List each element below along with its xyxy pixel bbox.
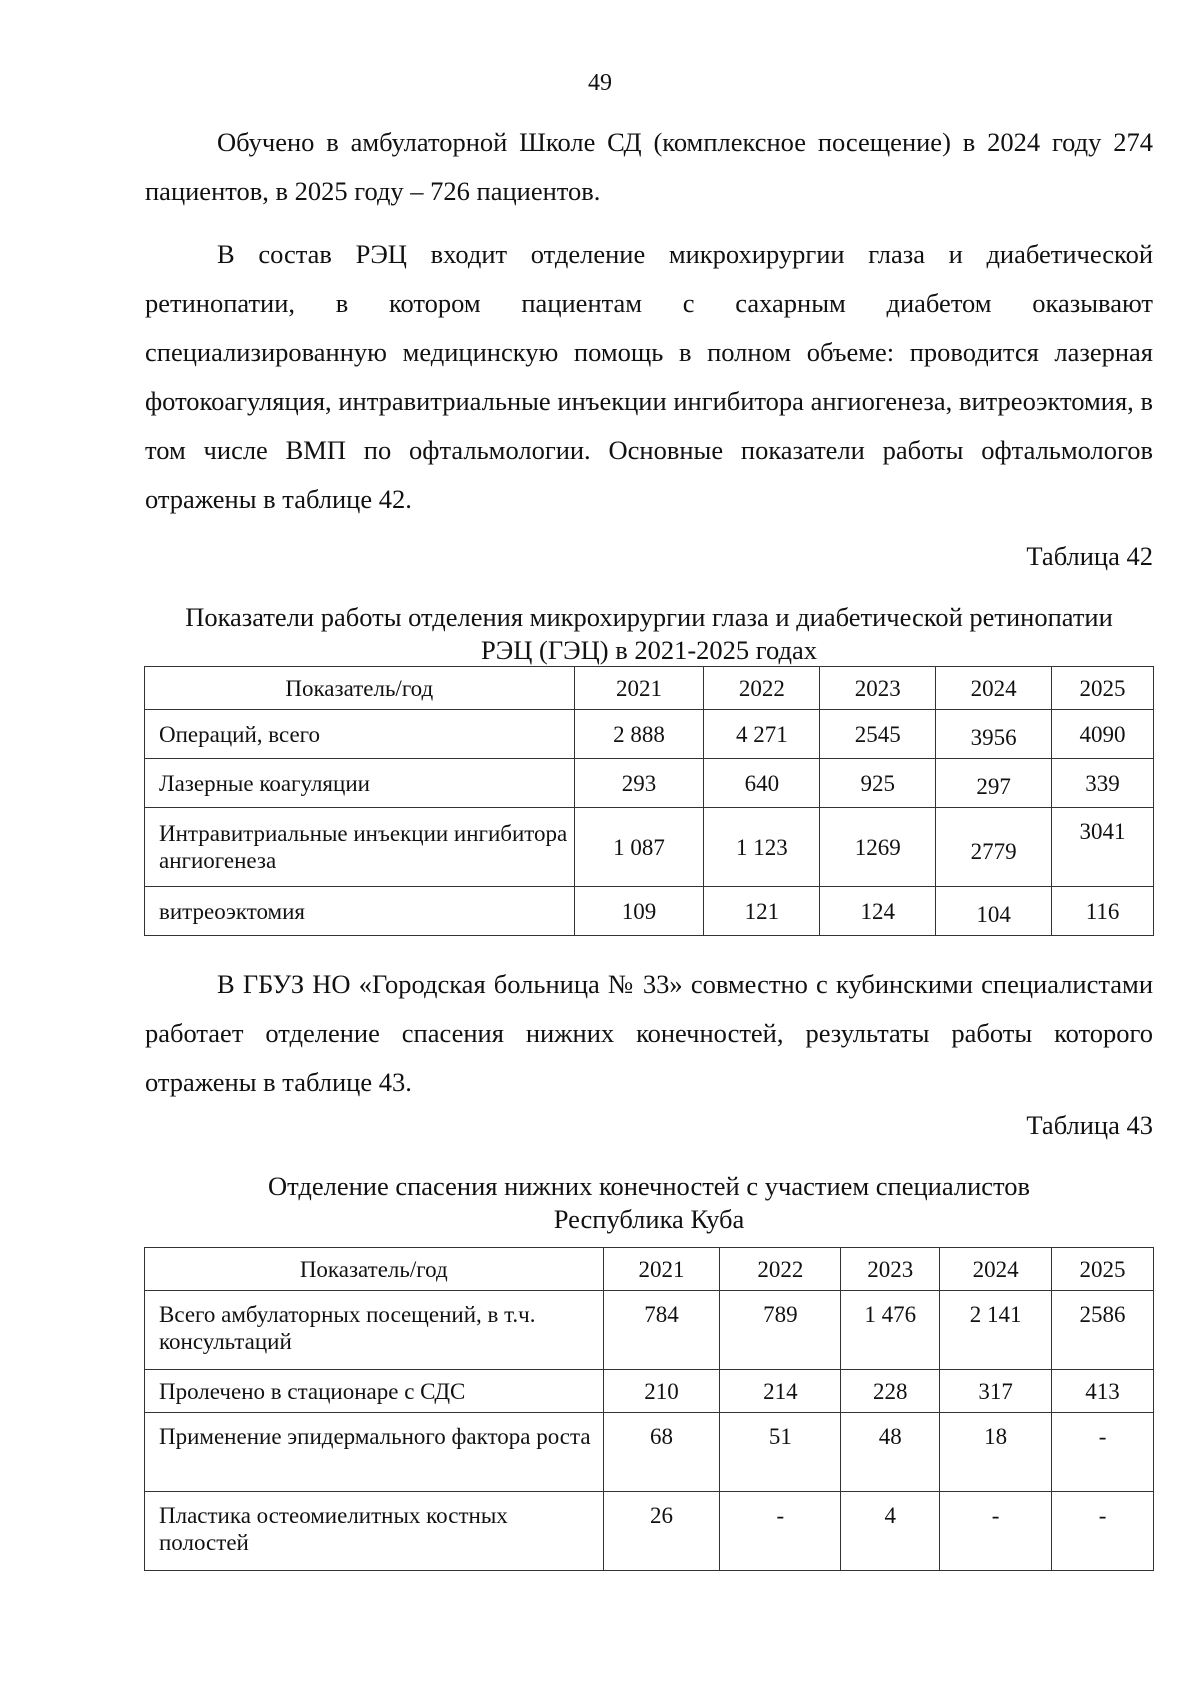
table-cell: - bbox=[720, 1492, 841, 1571]
header-cell-2023: 2023 bbox=[820, 667, 936, 710]
header-cell-2025: 2025 bbox=[1052, 667, 1154, 710]
row-label: Всего амбулаторных посещений, в т.ч. консультаций bbox=[145, 1291, 604, 1370]
table-cell: 2 888 bbox=[574, 710, 704, 759]
header-cell-2022: 2022 bbox=[720, 1248, 841, 1291]
table-cell: 109 bbox=[574, 887, 704, 936]
table-cell: 2779 bbox=[936, 808, 1052, 887]
table-row bbox=[145, 808, 1154, 887]
table-43-title-line2: Республика Куба bbox=[553, 1204, 745, 1234]
table-cell: 4090 bbox=[1052, 710, 1154, 759]
table-row bbox=[145, 1370, 1154, 1413]
header-cell-2024: 2024 bbox=[936, 667, 1052, 710]
header-cell-2022: 2022 bbox=[704, 667, 820, 710]
header-cell-2023: 2023 bbox=[841, 1248, 940, 1291]
row-label: Применение эпидермального фактора роста bbox=[145, 1413, 604, 1492]
table-cell: 339 bbox=[1052, 759, 1154, 808]
table-42-title-line2: РЭЦ (ГЭЦ) в 2021-2025 годах bbox=[481, 635, 817, 665]
header-cell-2021: 2021 bbox=[603, 1248, 720, 1291]
table-row bbox=[145, 1291, 1154, 1370]
table-cell: 640 bbox=[704, 759, 820, 808]
table-row bbox=[145, 887, 1154, 936]
table-cell: - bbox=[1052, 1492, 1154, 1571]
table-cell: 789 bbox=[720, 1291, 841, 1370]
table-42-title-line1: Показатели работы отделения микрохирургии глаза и диабетической ретинопатии bbox=[185, 602, 1113, 632]
header-cell-indicator: Показатель/год bbox=[145, 667, 575, 710]
table-cell: 1 087 bbox=[574, 808, 704, 887]
row-label: витреоэктомия bbox=[145, 887, 575, 936]
table-cell: 18 bbox=[940, 1413, 1052, 1492]
table-cell: 3956 bbox=[936, 710, 1052, 759]
table-cell: 1 123 bbox=[704, 808, 820, 887]
header-cell-2025: 2025 bbox=[1052, 1248, 1154, 1291]
row-label: Операций, всего bbox=[145, 710, 575, 759]
header-cell-2021: 2021 bbox=[574, 667, 704, 710]
table-row bbox=[145, 1413, 1154, 1492]
table-cell: 413 bbox=[1052, 1370, 1154, 1413]
table-cell: 124 bbox=[820, 887, 936, 936]
table-cell: 293 bbox=[574, 759, 704, 808]
table-row bbox=[145, 710, 1154, 759]
table-42 bbox=[144, 666, 1154, 936]
table-cell: 116 bbox=[1052, 887, 1154, 936]
table-cell: 51 bbox=[720, 1413, 841, 1492]
table-cell: 2 141 bbox=[940, 1291, 1052, 1370]
table-cell: 925 bbox=[820, 759, 936, 808]
header-cell-2024: 2024 bbox=[940, 1248, 1052, 1291]
table-cell: 210 bbox=[603, 1370, 720, 1413]
table-cell: 68 bbox=[603, 1413, 720, 1492]
header-cell-indicator: Показатель/год bbox=[145, 1248, 604, 1291]
table-row bbox=[145, 759, 1154, 808]
table-cell: 297 bbox=[936, 759, 1052, 808]
table-43 bbox=[144, 1247, 1154, 1571]
table-row bbox=[145, 1492, 1154, 1571]
table-header-row bbox=[145, 1248, 1154, 1291]
table-43-title-line1: Отделение спасения нижних конечностей с участием специалистов bbox=[267, 1171, 1031, 1201]
table-cell: 4 bbox=[841, 1492, 940, 1571]
table-42-title bbox=[145, 601, 1153, 667]
table-cell: 121 bbox=[704, 887, 820, 936]
paragraph-limb-department: В ГБУЗ НО «Городская больница № 33» совместно с кубинскими специалистами работает отделение спасения нижних конечностей, результаты работы которого отражены в таблице 43. bbox=[145, 969, 1153, 1097]
table-cell: 26 bbox=[603, 1492, 720, 1571]
table-header-row bbox=[145, 667, 1154, 710]
table-cell: 2586 bbox=[1052, 1291, 1154, 1370]
table-cell: 228 bbox=[841, 1370, 940, 1413]
row-label: Пролечено в стационаре с СДС bbox=[145, 1370, 604, 1413]
table-cell: 4 271 bbox=[704, 710, 820, 759]
paragraph-diabetes-school: Обучено в амбулаторной Школе СД (комплексное посещение) в 2024 году 274 пациентов, в 2025 году – 726 пациентов. bbox=[145, 127, 1153, 206]
table-cell: - bbox=[940, 1492, 1052, 1571]
table-cell: - bbox=[1052, 1413, 1154, 1492]
page-number: 49 bbox=[588, 70, 612, 96]
table-cell: 104 bbox=[936, 887, 1052, 936]
table-43-title bbox=[145, 1170, 1153, 1236]
table-cell: 317 bbox=[940, 1370, 1052, 1413]
table-cell: 1269 bbox=[820, 808, 936, 887]
table-cell: 2545 bbox=[820, 710, 936, 759]
table-cell: 784 bbox=[603, 1291, 720, 1370]
row-label: Пластика остеомиелитных костных полостей bbox=[145, 1492, 604, 1571]
table-42-label: Таблица 42 bbox=[1026, 541, 1153, 571]
table-cell: 3041 bbox=[1052, 808, 1154, 887]
table-43-label: Таблица 43 bbox=[1026, 1110, 1153, 1140]
paragraph-eye-department: В состав РЭЦ входит отделение микрохирургии глаза и диабетической ретинопатии, в котором пациентам с сахарным диабетом оказывают специализированную медицинскую помощь в полном объеме: проводится лазерная фотокоагуляция, интравитриальные инъекции ингибитора ангиогенеза, витреоэктомия, в том числе ВМП по офтальмологии. Основные показатели работы офтальмологов отражены в таблице 42. bbox=[145, 239, 1153, 514]
table-cell: 48 bbox=[841, 1413, 940, 1492]
row-label: Интравитриальные инъекции ингибитора ангиогенеза bbox=[145, 808, 575, 887]
table-cell: 1 476 bbox=[841, 1291, 940, 1370]
table-cell: 214 bbox=[720, 1370, 841, 1413]
row-label: Лазерные коагуляции bbox=[145, 759, 575, 808]
